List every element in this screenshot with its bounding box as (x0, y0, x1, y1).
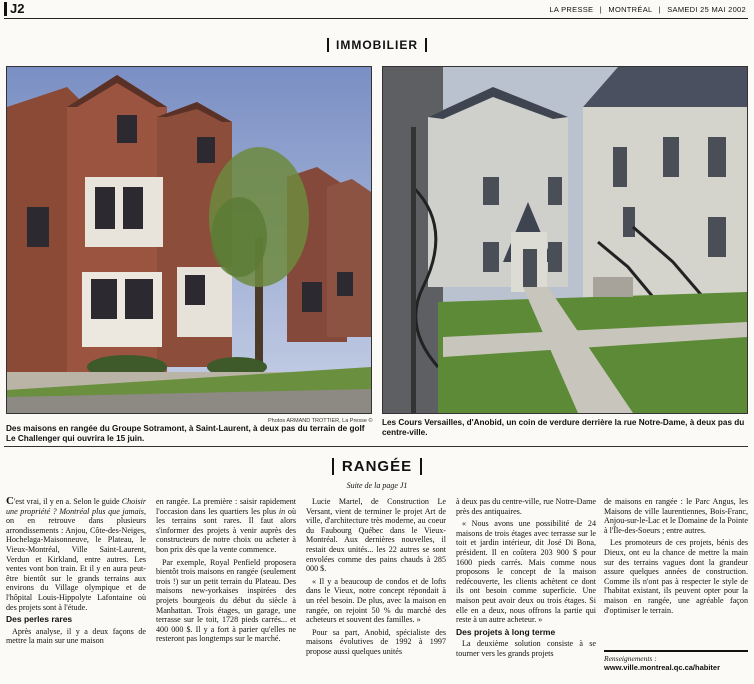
issue-date: SAMEDI 25 MAI 2002 (667, 5, 746, 14)
paragraph: Pour sa part, Anobid, spécialiste des maisons évolutives de 1992 à 1997 propose aussi quelques unités (306, 627, 446, 656)
paragraph: Par exemple, Royal Penfield proposera bientôt trois maisons en rangée (seulement trois !) sur un petit terrain du Plateau. Des maisons new-yorkaises inspirées des projets bourgeois du début du siècle à Manhattan. Trois étages, un garage, une terrasse sur le toit, 1728 pieds carrés... et 400 000 $. Il y a fort à parier qu'elles ne resteront pas longtemps sur le marché. (156, 557, 296, 644)
article-column-1 (6, 497, 146, 649)
info-link[interactable]: www.ville.montreal.qc.ca/habiter (604, 663, 721, 672)
headline-text: RANGÉE (332, 458, 422, 475)
article-headline (0, 458, 754, 476)
paper-name: LA PRESSE (549, 5, 594, 14)
guide-title: Choisir une propriété ? Montréal plus que jamais (6, 497, 146, 516)
photo-courtyard (382, 66, 748, 414)
row-houses-illustration (7, 67, 371, 413)
paragraph (6, 497, 146, 612)
text-run: Lucie Martel, de Construction Le Versant, vient de terminer le projet Art de ville, d'architecture très moderne, au coeur du Faubourg Québec dans le Vieux-Montréal. (306, 497, 446, 545)
paragraph: « Nous avons une possibilité de 24 maisons de trois étages avec terrasse sur le toit et jardin intérieur, dit José Di Bona, président. Il en coûtera 203 900 $ pour 1600 pieds carrés. Mais comme nous proposons le concept de la maison redécouverte, les clients achètent ce dont ils ont besoin comme superficie. Une maison peut avoir deux ou trois étages. Si elle en a deux, nous offrons la partie qui reste à un autre acheteur. » (456, 519, 596, 625)
text-run: Aux dernières nouvelles, il restait deux unités... les 22 autres se sont envolées comme des pains chauds à 285 000 $. (306, 535, 446, 574)
emphasis: in (278, 506, 286, 516)
paragraph: Les promoteurs de ces projets, bénis des Dieux, ont eu la chance de mettre la main sur des terrains vagues dont la grandeur assure quelques années de construction. Comme ils n'ont pas à respecter le style de l'habitat existant, ils peuvent opter pour la maison en rangée, une agréable façon d'optimiser le terrain. (604, 538, 748, 615)
page-number: J2 (4, 2, 24, 16)
header-info (545, 5, 746, 14)
photo-caption-left: Des maisons en rangée du Groupe Sotramont, à Saint-Laurent, à deux pas du terrain de golf Le Challenger qui ouvrira le 15 juin. (6, 424, 365, 443)
subheading: Des perles rares (6, 614, 73, 625)
subheading: Des projets à long terme (456, 626, 556, 637)
text-run: , on en retrouve dans plusieurs arrondissements : Anjou, Côte-des-Neiges, Hochelaga-Maisonneuve, le Plateau, le Vieux-Montréal, Ville Saint-Laurent, Verdun et Kirkland, entre autres. Les ventes vont bon train. Et il y en aura peut-être bientôt sur le grands terrains aux environs du Village olympique et de l'hôpital Louis-Hippolyte Lafontaine où des projets sont à l'étude. (6, 506, 146, 612)
page-header (4, 2, 748, 19)
section-title: IMMOBILIER (327, 38, 427, 52)
city-name: MONTRÉAL (608, 5, 653, 14)
info-box (604, 650, 748, 672)
info-label: Renseignements : (604, 654, 657, 663)
paragraph: « Il y a beaucoup de condos et de lofts dans le Vieux, notre concept répondait à un réel besoin. De plus, avec la maison en rangée, on rejoint 50 % du marché des acheteurs et souvent des familles. » (306, 576, 446, 625)
paragraph: à deux pas du centre-ville, rue Notre-Dame près des antiquaires. (456, 497, 597, 516)
courtyard-illustration (383, 67, 747, 413)
paragraph (306, 497, 446, 574)
photo-caption-right: Les Cours Versailles, d'Anobid, un coin de verdure derrière la rue Notre-Dame, à deux pas du centre-ville. (382, 418, 745, 437)
text-run: où les terrains sont rares. Il faut alors s'informer des projets à venir auprès des constructeurs de notre choix ou acheter à bon prix dès que la vente commence. (156, 506, 296, 554)
article-column-3 (306, 497, 446, 660)
article-column-4 (456, 497, 596, 662)
continued-from: Suite de la page J1 (346, 481, 408, 490)
photo-credit: Photos ARMAND TROTTIER, La Presse © (268, 418, 373, 424)
section-banner (0, 36, 754, 54)
paragraph (156, 497, 296, 555)
text-run: 'est vrai, il y en a. Selon le guide (13, 497, 122, 506)
dropcap: C (6, 495, 14, 507)
header-separator: | (658, 5, 661, 14)
header-separator: | (599, 5, 602, 14)
text-run: en rangée. La première : saisir rapidement l'occasion dans les quartiers les plus (156, 497, 296, 516)
photo-row-houses (6, 66, 372, 414)
paragraph: Après analyse, il y a deux façons de mettre la main sur une maison (6, 626, 146, 646)
article-column-2 (156, 497, 296, 647)
section-rule (4, 446, 748, 447)
paragraph: de maisons en rangée : le Parc Angus, les Maisons de ville laurentiennes, Bois-Franc, Anjou-sur-le-Lac et le Domaine de la Pointe à l'Île-des-Soeurs ; entre autres. (604, 497, 748, 535)
article-column-5 (604, 497, 748, 618)
paragraph: La deuxième solution consiste à se tourner vers les grands projets (456, 639, 596, 658)
